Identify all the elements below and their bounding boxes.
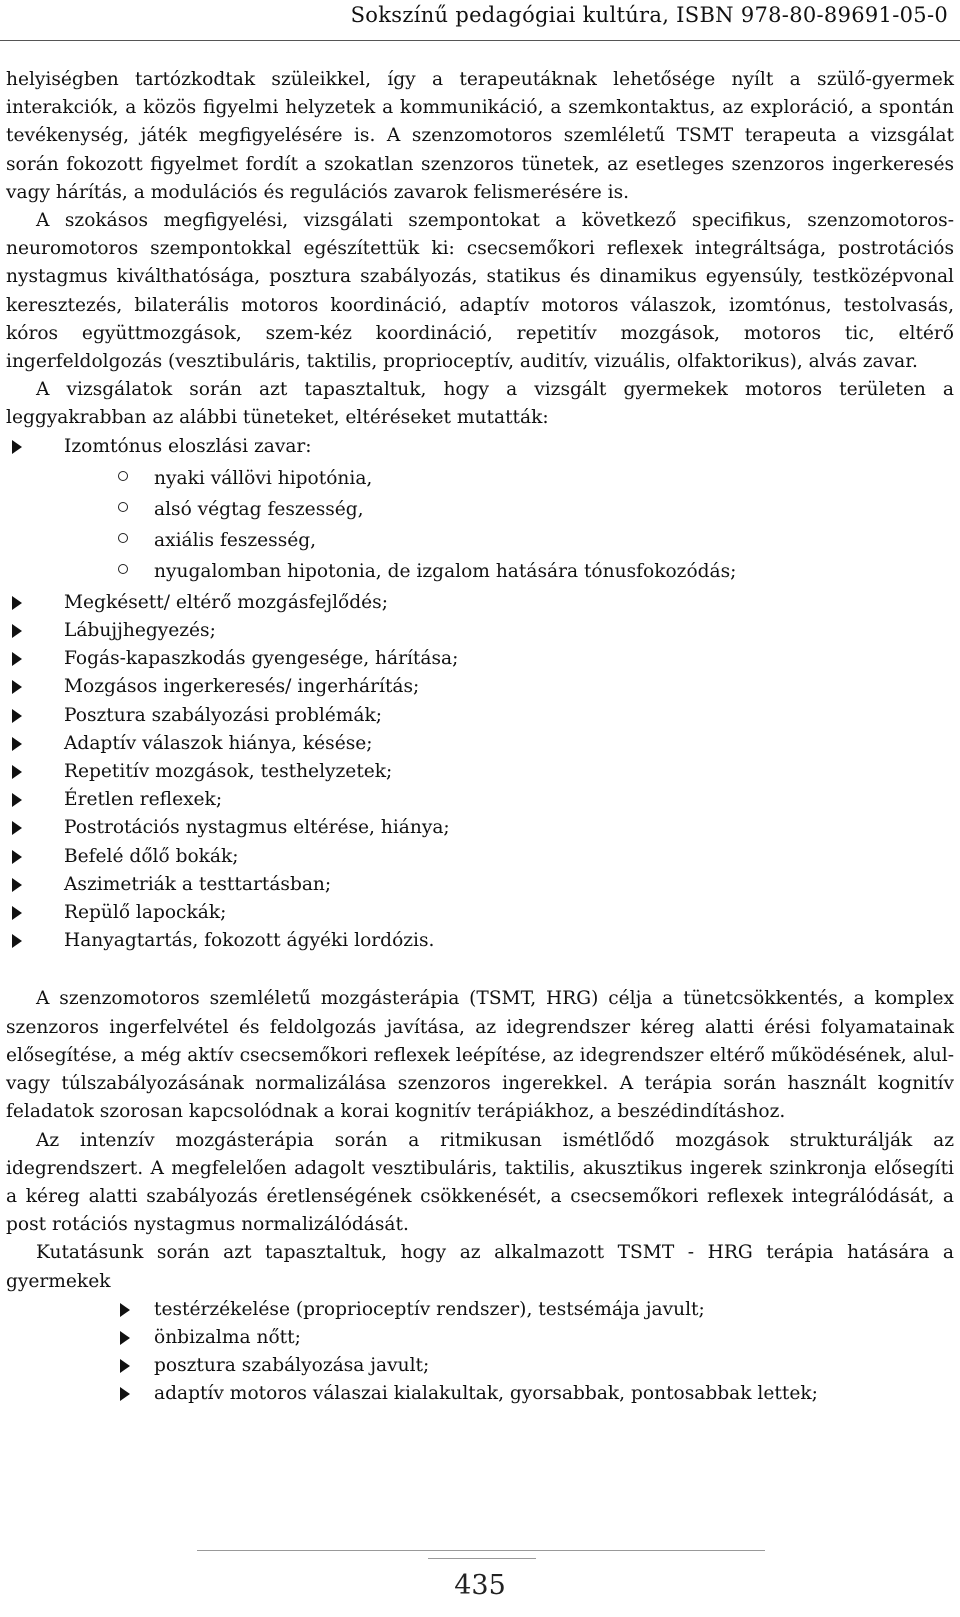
triangle-right-icon	[12, 680, 22, 694]
list-item: Lábujjhegyezés;	[6, 617, 954, 645]
paragraph: A vizsgálatok során azt tapasztaltuk, hogy a vizsgált gyermekek motoros területen a leggyakrabban az alábbi tüneteket, eltéréseket mutatták:	[6, 379, 954, 429]
symptom-list-continued	[6, 589, 954, 956]
list-item	[6, 433, 954, 461]
triangle-right-icon	[12, 440, 22, 454]
circle-outline-icon	[118, 564, 128, 574]
triangle-right-icon	[12, 765, 22, 779]
paragraph: A szokásos megfigyelési, vizsgálati szempontokat a következő specifikus, szenzomotoros-neuromotoros szempontokkal egészítettük ki: csecsemőkori reflexek integráltsága, postrotációs nystagmus kiválthatósága, posztura szabályozás, statikus és dinamikus egyensúly, testközépvonal keresztezés, bilaterális motoros koordináció, adaptív motoros válaszok, izomtónus, testolvasás, kóros együttmozgások, szem-kéz koordináció, repetitív mozgások, motoros tic, eltérő ingerfeldolgozás (vesztibuláris, taktilis, proprioceptív, auditív, vizuális, olfaktorikus), alvás zavar.	[6, 210, 954, 373]
triangle-right-icon	[12, 906, 22, 920]
triangle-right-icon	[120, 1359, 130, 1373]
footer-divider-short	[428, 1558, 536, 1559]
list-item-text: Izomtónus eloszlási zavar:	[64, 435, 312, 457]
triangle-right-icon	[120, 1303, 130, 1317]
paragraph: helyiségben tartózkodtak szüleikkel, így a terapeutáknak lehetősége nyílt a szülő-gyermek interakciók, a közös figyelmi helyzetek a kommunikáció, a szemkontaktus, az exploráció, a spontán tevékenység, játék megfigyelésére is. A szenzomotoros szemléletű TSMT terapeuta a vizsgálat során fokozott figyelmet fordít a szokatlan szenzoros tünetek, az esetleges szenzoros ingerkeresés vagy hárítás, a modulációs és regulációs zavarok felismerésére is.	[6, 69, 954, 203]
tonus-sublist	[6, 463, 954, 587]
footer-divider	[197, 1550, 765, 1551]
list-item: Befelé dőlő bokák;	[6, 843, 954, 871]
page-number: 435	[454, 1570, 506, 1601]
list-item: adaptív motoros válaszai kialakultak, gyorsabbak, pontosabbak lettek;	[6, 1380, 954, 1408]
list-item: Posztura szabályozási problémák;	[6, 702, 954, 730]
triangle-right-icon	[12, 737, 22, 751]
triangle-right-icon	[12, 793, 22, 807]
results-list	[6, 1296, 954, 1409]
triangle-right-icon	[120, 1387, 130, 1401]
list-item: Megkésett/ eltérő mozgásfejlődés;	[6, 589, 954, 617]
list-item: Fogás-kapaszkodás gyengesége, hárítása;	[6, 645, 954, 673]
list-item: Adaptív válaszok hiánya, késése;	[6, 730, 954, 758]
paragraph: Kutatásunk során azt tapasztaltuk, hogy az alkalmazott TSMT - HRG terápia hatására a gyermekek	[6, 1242, 954, 1292]
sublist-item: nyaki vállövi hipotónia,	[6, 463, 954, 494]
list-item: testérzékelése (proprioceptív rendszer), testsémája javult;	[6, 1296, 954, 1324]
circle-outline-icon	[118, 502, 128, 512]
list-item: Repetitív mozgások, testhelyzetek;	[6, 758, 954, 786]
spacer	[6, 955, 954, 985]
sublist-item: axiális feszesség,	[6, 525, 954, 556]
triangle-right-icon	[12, 850, 22, 864]
triangle-right-icon	[12, 878, 22, 892]
triangle-right-icon	[120, 1331, 130, 1345]
paragraph: Az intenzív mozgásterápia során a ritmikusan ismétlődő mozgások strukturálják az idegrendszert. A megfelelően adagolt vesztibuláris, taktilis, akusztikus ingerek szinkronja elősegíti a kéreg alatti szabályozás éretlenségének csökkenését, a csecsemőkori reflexek integrálódását, a post rotációs nystagmus normalizálódását.	[6, 1129, 954, 1236]
paragraph: A szenzomotoros szemléletű mozgásterápia (TSMT, HRG) célja a tünetcsökkentés, a komplex szenzoros ingerfelvétel és feldolgozás javítása, az idegrendszer kéreg alatti érési folyamatainak elősegítése, a még aktív csecsemőkori reflexek leépítése, az idegrendszer eltérő működésének, alul- vagy túlszabályozásának normalizálása szenzoros ingerekkel. A terápia során használt kognitív feladatok szorosan kapcsolódnak a korai kognitív terápiákhoz, a beszédindításhoz.	[6, 988, 954, 1123]
triangle-right-icon	[12, 821, 22, 835]
triangle-right-icon	[12, 624, 22, 638]
list-item: Mozgásos ingerkeresés/ ingerhárítás;	[6, 673, 954, 701]
page-body	[6, 66, 954, 1409]
triangle-right-icon	[12, 934, 22, 948]
triangle-right-icon	[12, 596, 22, 610]
circle-outline-icon	[118, 533, 128, 543]
running-title: Sokszínű pedagógiai kultúra, ISBN 978-80-89691-05-0	[350, 3, 948, 27]
circle-outline-icon	[118, 471, 128, 481]
triangle-right-icon	[12, 709, 22, 723]
sublist-item: alsó végtag feszesség,	[6, 494, 954, 525]
list-item: Hanyagtartás, fokozott ágyéki lordózis.	[6, 927, 954, 955]
list-item: önbizalma nőtt;	[6, 1324, 954, 1352]
sublist-item: nyugalomban hipotonia, de izgalom hatására tónusfokozódás;	[6, 556, 954, 587]
list-item: Éretlen reflexek;	[6, 786, 954, 814]
list-item: Aszimetriák a testtartásban;	[6, 871, 954, 899]
symptom-list	[6, 433, 954, 461]
list-item: Postrotációs nystagmus eltérése, hiánya;	[6, 814, 954, 842]
running-header	[0, 0, 960, 41]
triangle-right-icon	[12, 652, 22, 666]
list-item: Repülő lapockák;	[6, 899, 954, 927]
list-item: posztura szabályozása javult;	[6, 1352, 954, 1380]
